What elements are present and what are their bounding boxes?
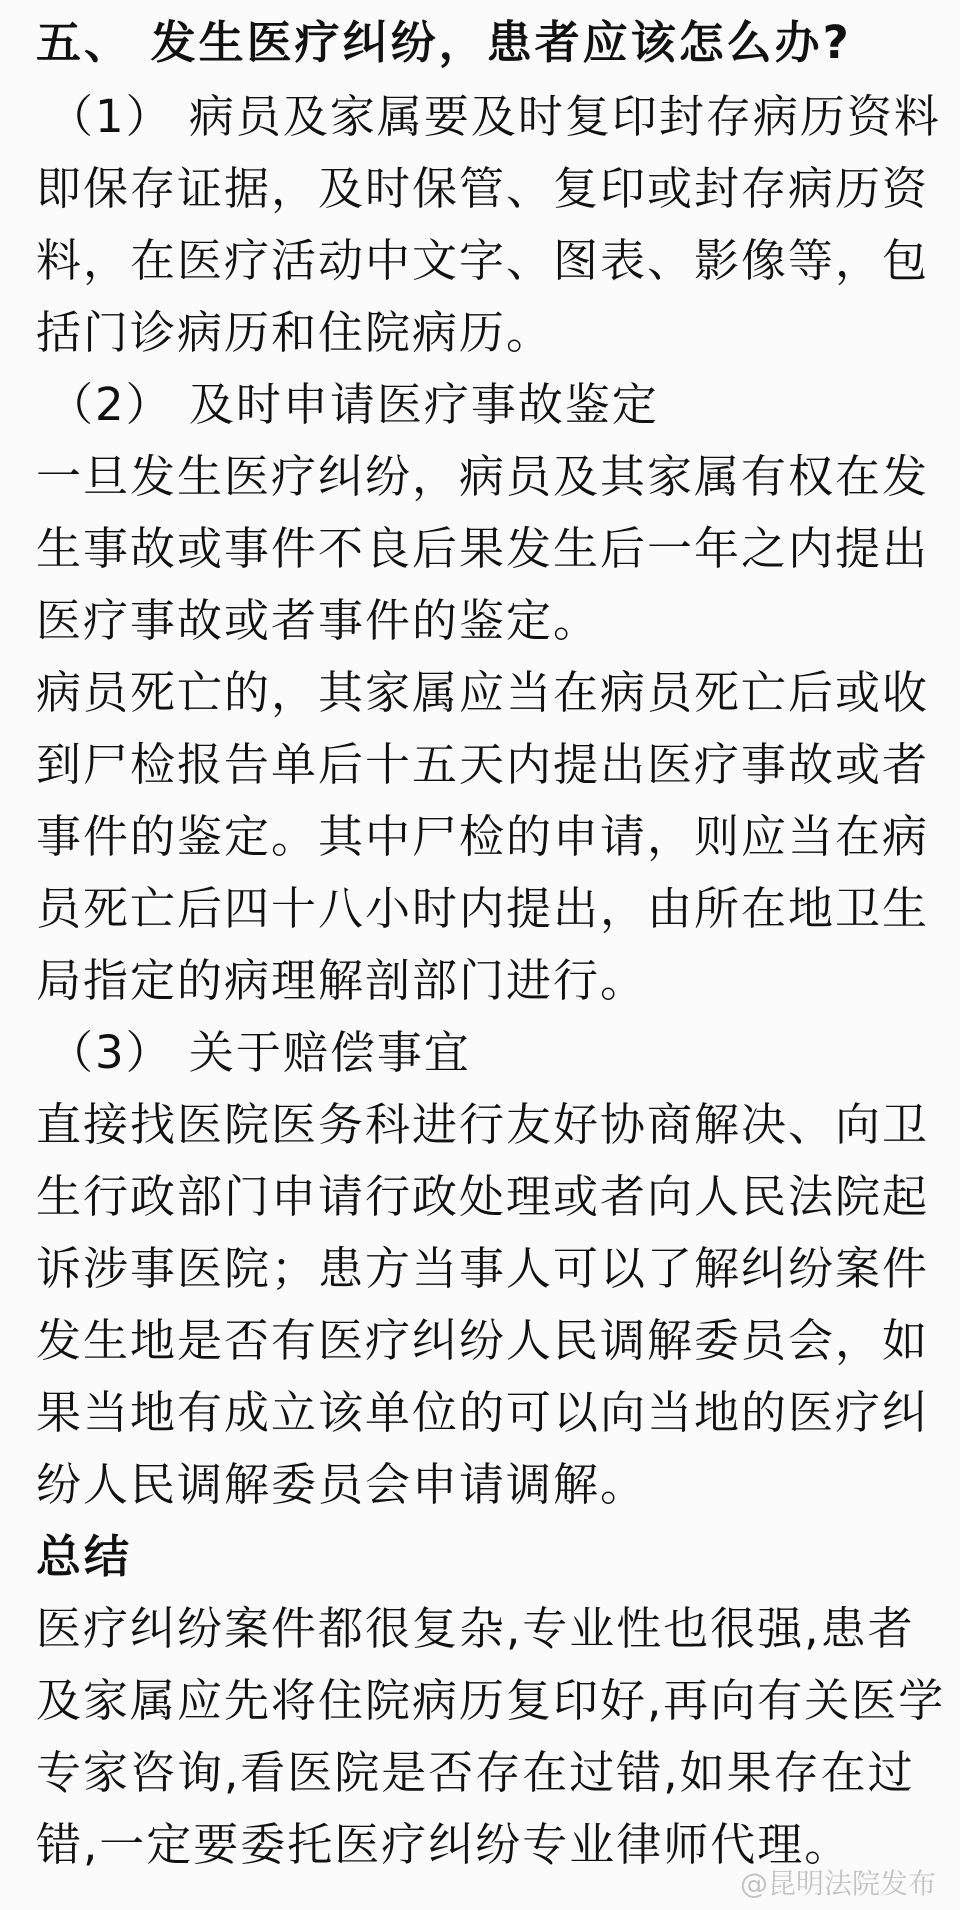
item-3-line-3: 诉涉事医院；患方当事人可以了解纠纷案件 <box>36 1242 930 1295</box>
section-title: 五、 发生医疗纠纷，患者应该怎么办? <box>36 16 852 69</box>
item-1-line-1: 即保存证据，及时保管、复印或封存病历资 <box>36 162 930 215</box>
item-3-line-6: 纷人民调解委员会申请调解。 <box>36 1458 648 1511</box>
item-2-line-3: 医疗事故或者事件的鉴定。 <box>36 594 601 647</box>
summary-line-3: 专家咨询,看医院是否存在过错,如果存在过 <box>36 1746 915 1799</box>
item-3-line-1: 直接找医院医务科进行友好协商解决、向卫 <box>36 1098 930 1151</box>
item-3-line-4: 发生地是否有医疗纠纷人民调解委员会，如 <box>36 1314 930 1367</box>
item-3-line-5: 果当地有成立该单位的可以向当地的医疗纠 <box>36 1386 930 1439</box>
item-1-title: （1） 病员及家属要及时复印封存病历资料 <box>48 90 941 143</box>
summary-line-2: 及家属应先将住院病历复印好,再向有关医学 <box>36 1674 946 1727</box>
summary-title: 总结 <box>36 1530 133 1583</box>
item-2-line-4: 病员死亡的，其家属应当在病员死亡后或收 <box>36 666 930 719</box>
item-2-line-1: 一旦发生医疗纠纷，病员及其家属有权在发 <box>36 450 930 503</box>
item-2-line-5: 到尸检报告单后十五天内提出医疗事故或者 <box>36 738 930 791</box>
summary-line-1: 医疗纠纷案件都很复杂,专业性也很强,患者 <box>36 1602 915 1655</box>
item-2-line-2: 生事故或事件不良后果发生后一年之内提出 <box>36 522 930 575</box>
item-2-line-7: 员死亡后四十八小时内提出，由所在地卫生 <box>36 882 930 935</box>
item-2-line-8: 局指定的病理解剖部门进行。 <box>36 954 648 1007</box>
item-1-line-2: 料，在医疗活动中文字、图表、影像等，包 <box>36 234 930 287</box>
item-3-title: （3） 关于赔偿事宜 <box>48 1026 471 1079</box>
item-2-title: （2） 及时申请医疗事故鉴定 <box>48 378 659 431</box>
item-2-line-6: 事件的鉴定。其中尸检的申请，则应当在病 <box>36 810 930 863</box>
summary-line-4: 错,一定要委托医疗纠纷专业律师代理。 <box>36 1818 852 1871</box>
item-1-line-3: 括门诊病历和住院病历。 <box>36 306 554 359</box>
watermark: @昆明法院发布 <box>739 1867 936 1900</box>
item-3-line-2: 生行政部门申请行政处理或者向人民法院起 <box>36 1170 930 1223</box>
